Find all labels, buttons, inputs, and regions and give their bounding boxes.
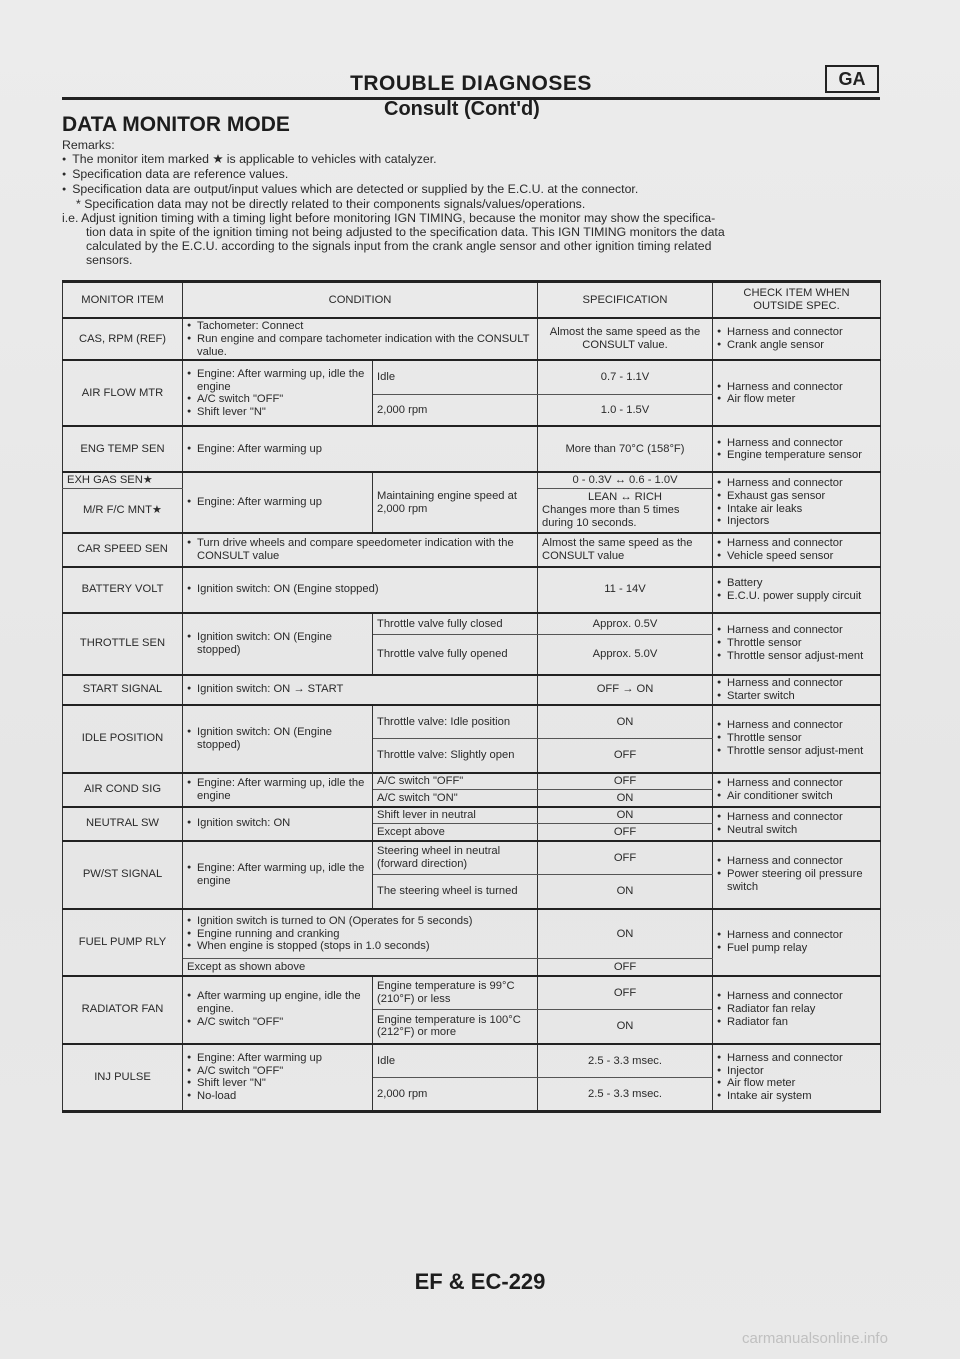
- check-text: ● Throttle sensor: [717, 637, 876, 650]
- sub-condition: Throttle valve: Slightly open: [373, 739, 538, 773]
- check-cell: [713, 807, 881, 841]
- check-cell: [713, 613, 881, 675]
- spec-cell: ON: [538, 705, 713, 739]
- condition-text: ● A/C switch "OFF": [187, 1065, 368, 1078]
- check-text: ● Throttle sensor adjust-ment: [717, 745, 876, 758]
- check-cell: [713, 360, 881, 426]
- condition-text: ● Ignition switch: ON (Engine stopped): [187, 631, 368, 657]
- check-text: ● Throttle sensor: [717, 732, 876, 745]
- monitor-item: ENG TEMP SEN: [63, 426, 183, 472]
- monitor-item: NEUTRAL SW: [63, 807, 183, 841]
- condition-text: ● After warming up engine, idle the engine.: [187, 990, 368, 1016]
- sub-condition: A/C switch "OFF": [373, 773, 538, 790]
- monitor-item: CAR SPEED SEN: [63, 533, 183, 567]
- sub-condition: Engine temperature is 99°C (210°F) or less: [373, 976, 538, 1010]
- monitor-item: FUEL PUMP RLY: [63, 909, 183, 976]
- spec-cell: Almost the same speed as the CONSULT value: [538, 533, 713, 567]
- check-text: ● Injector: [717, 1065, 876, 1078]
- condition-text: ● Shift lever "N": [187, 406, 368, 419]
- sub-condition: Throttle valve fully closed: [373, 613, 538, 635]
- table-row: [63, 909, 881, 959]
- spec-cell: OFF: [538, 739, 713, 773]
- table-row: [63, 705, 881, 739]
- monitor-item: BATTERY VOLT: [63, 567, 183, 613]
- spec-cell: Approx. 0.5V: [538, 613, 713, 635]
- sub-condition: Idle: [373, 360, 538, 394]
- check-text: ● Harness and connector: [717, 719, 876, 732]
- sub-condition: Except above: [373, 824, 538, 841]
- check-cell: [713, 675, 881, 705]
- condition-text: ● No-load: [187, 1090, 368, 1103]
- sub-condition: 2,000 rpm: [373, 1078, 538, 1112]
- table-row: [63, 1044, 881, 1078]
- check-text: ● Radiator fan relay: [717, 1003, 876, 1016]
- spec-cell: ON: [538, 909, 713, 959]
- remark-item: ● Specification data are reference values.: [62, 167, 880, 182]
- table-row: [63, 675, 881, 705]
- page-number: EF & EC-229: [414, 1269, 546, 1294]
- condition-cell: [183, 909, 538, 959]
- watermark: carmanualsonline.info: [742, 1330, 888, 1347]
- check-text: ● Air conditioner switch: [717, 790, 876, 803]
- table-row: [63, 976, 881, 1010]
- table-row: [63, 472, 881, 488]
- condition-cell: [183, 1044, 373, 1112]
- monitor-item: M/R F/C MNT★: [63, 489, 183, 533]
- check-text: ● Air flow meter: [717, 1077, 876, 1090]
- sub-condition: 2,000 rpm: [373, 394, 538, 426]
- sub-condition: The steering wheel is turned: [373, 875, 538, 909]
- page-subtitle: Consult (Cont'd): [384, 98, 540, 120]
- remark-note: sensors.: [86, 253, 133, 267]
- check-text: ● Intake air leaks: [717, 503, 876, 516]
- spec-cell: OFF: [538, 976, 713, 1010]
- check-text: ● Harness and connector: [717, 677, 876, 690]
- spec-cell: ON: [538, 875, 713, 909]
- condition-cell: [183, 675, 538, 705]
- spec-cell: OFF: [538, 841, 713, 875]
- condition-cell: [183, 773, 373, 807]
- check-cell: [713, 773, 881, 807]
- monitor-item: PW/ST SIGNAL: [63, 841, 183, 909]
- check-text: ● Harness and connector: [717, 326, 876, 339]
- check-text: ● Vehicle speed sensor: [717, 550, 876, 563]
- col-header-spec: SPECIFICATION: [538, 282, 713, 319]
- col-header-check: CHECK ITEM WHEN OUTSIDE SPEC.: [713, 282, 881, 319]
- condition-cell: [183, 841, 373, 909]
- monitor-item: EXH GAS SEN★: [63, 472, 183, 488]
- spec-cell: More than 70°C (158°F): [538, 426, 713, 472]
- check-text: ● Harness and connector: [717, 777, 876, 790]
- page-header: [62, 72, 880, 98]
- page-title: TROUBLE DIAGNOSES: [350, 72, 592, 95]
- remarks-heading: Remarks:: [62, 138, 115, 152]
- check-text: ● Crank angle sensor: [717, 339, 876, 352]
- check-cell: [713, 976, 881, 1044]
- check-text: ● Throttle sensor adjust-ment: [717, 650, 876, 663]
- monitor-item: RADIATOR FAN: [63, 976, 183, 1044]
- monitor-item: CAS, RPM (REF): [63, 318, 183, 360]
- condition-cell: [183, 360, 373, 426]
- check-text: ● Harness and connector: [717, 381, 876, 394]
- condition-text: ● A/C switch "OFF": [187, 393, 368, 406]
- section-code-box: GA: [825, 65, 879, 93]
- remark-note: tion data in spite of the ignition timing not being adjusted to the specification data. This IGN TIMING monitors the data: [86, 225, 725, 239]
- check-text: ● Harness and connector: [717, 811, 876, 824]
- col-header-condition: CONDITION: [183, 282, 538, 319]
- condition-cell: [183, 976, 373, 1044]
- check-cell: [713, 472, 881, 532]
- table-header-row: [63, 282, 881, 319]
- check-text: ● Radiator fan: [717, 1016, 876, 1029]
- condition-cell: [183, 613, 373, 675]
- check-text: ● Harness and connector: [717, 1052, 876, 1065]
- sub-condition: Throttle valve: Idle position: [373, 705, 538, 739]
- condition-text: ● Run engine and compare tachometer indication with the CONSULT value.: [187, 333, 533, 359]
- check-text: ● Harness and connector: [717, 990, 876, 1003]
- monitor-item: AIR COND SIG: [63, 773, 183, 807]
- check-text: ● Battery: [717, 577, 876, 590]
- check-cell: [713, 705, 881, 773]
- check-text: ● Fuel pump relay: [717, 942, 876, 955]
- remark-note: * Specification data may not be directly related to their components signals/values/operations.: [76, 197, 586, 211]
- spec-cell: 2.5 - 3.3 msec.: [538, 1078, 713, 1112]
- condition-text: ● Ignition switch: ON (Engine stopped): [187, 726, 368, 752]
- check-text: ● Harness and connector: [717, 855, 876, 868]
- spec-cell: 0 - 0.3V ↔ 0.6 - 1.0V: [538, 472, 713, 488]
- condition-cell: [183, 567, 538, 613]
- condition-text: ● A/C switch "OFF": [187, 1016, 368, 1029]
- spec-cell: ON: [538, 807, 713, 824]
- check-cell: [713, 909, 881, 976]
- check-text: ● Harness and connector: [717, 929, 876, 942]
- spec-cell: OFF: [538, 824, 713, 841]
- table-row: [63, 567, 881, 613]
- check-text: ● Engine temperature sensor: [717, 449, 876, 462]
- condition-text: ● Tachometer: Connect: [187, 320, 533, 333]
- monitor-item: INJ PULSE: [63, 1044, 183, 1112]
- table-row: [63, 613, 881, 635]
- spec-text: LEAN ↔ RICH: [588, 491, 662, 504]
- check-text: ● Harness and connector: [717, 437, 876, 450]
- condition-cell: [183, 807, 373, 841]
- remark-item: ● Specification data are output/input values which are detected or supplied by the E.C.U. at the connector.: [62, 182, 880, 197]
- monitor-item: START SIGNAL: [63, 675, 183, 705]
- spec-cell: 1.0 - 1.5V: [538, 394, 713, 426]
- sub-condition: Engine temperature is 100°C (212°F) or more: [373, 1010, 538, 1044]
- check-text: ● Harness and connector: [717, 537, 876, 550]
- remark-note: i.e. Adjust ignition timing with a timing light before monitoring IGN TIMING, because the monitor may show the specifica-: [62, 211, 716, 225]
- sub-condition: Maintaining engine speed at 2,000 rpm: [373, 472, 538, 532]
- table-row: [63, 773, 881, 790]
- condition-text: ● Shift lever "N": [187, 1077, 368, 1090]
- remark-item: ● The monitor item marked ★ is applicable to vehicles with catalyzer.: [62, 152, 880, 167]
- spec-cell: OFF → ON: [538, 675, 713, 705]
- condition-text: ● When engine is stopped (stops in 1.0 seconds): [187, 940, 533, 953]
- check-cell: [713, 841, 881, 909]
- check-text: ● Intake air system: [717, 1090, 876, 1103]
- check-text: ● Power steering oil pressure switch: [717, 868, 876, 894]
- sub-condition: Throttle valve fully opened: [373, 635, 538, 675]
- table-row: [63, 426, 881, 472]
- table-row: [63, 533, 881, 567]
- spec-cell: ON: [538, 790, 713, 807]
- condition-text: ● Engine: After warming up, idle the engine: [187, 862, 368, 888]
- check-text: ● Neutral switch: [717, 824, 876, 837]
- condition-cell: [183, 318, 538, 360]
- condition-text: ● Ignition switch is turned to ON (Operates for 5 seconds): [187, 915, 533, 928]
- spec-cell: Almost the same speed as the CONSULT value.: [538, 318, 713, 360]
- check-text: ● Injectors: [717, 515, 876, 528]
- section-title: DATA MONITOR MODE: [62, 113, 290, 136]
- check-cell: [713, 1044, 881, 1112]
- remarks-block: [62, 138, 880, 267]
- check-cell: [713, 318, 881, 360]
- sub-condition: Idle: [373, 1044, 538, 1078]
- condition-text: ● Engine: After warming up: [187, 496, 368, 509]
- check-text: ● E.C.U. power supply circuit: [717, 590, 876, 603]
- table-row: [63, 360, 881, 394]
- spec-cell: OFF: [538, 959, 713, 976]
- spec-cell: [538, 489, 713, 533]
- condition-text: ● Engine: After warming up: [187, 443, 533, 456]
- col-header-item: MONITOR ITEM: [63, 282, 183, 319]
- check-text: ● Air flow meter: [717, 393, 876, 406]
- condition-cell: Except as shown above: [183, 959, 538, 976]
- check-cell: [713, 533, 881, 567]
- condition-text: ● Engine: After warming up, idle the engine: [187, 368, 368, 394]
- check-cell: [713, 426, 881, 472]
- monitor-item: AIR FLOW MTR: [63, 360, 183, 426]
- condition-cell: [183, 705, 373, 773]
- condition-text: ● Engine: After warming up: [187, 1052, 368, 1065]
- monitor-item: IDLE POSITION: [63, 705, 183, 773]
- monitor-item: THROTTLE SEN: [63, 613, 183, 675]
- check-cell: [713, 567, 881, 613]
- data-monitor-table: [62, 280, 881, 1113]
- condition-text: ● Engine running and cranking: [187, 928, 533, 941]
- spec-cell: 0.7 - 1.1V: [538, 360, 713, 394]
- remark-note: calculated by the E.C.U. according to the signals input from the crank angle sensor and other ignition timing related: [86, 239, 712, 253]
- check-text: ● Exhaust gas sensor: [717, 490, 876, 503]
- spec-cell: 11 - 14V: [538, 567, 713, 613]
- sub-condition: A/C switch "ON": [373, 790, 538, 807]
- table-row: [63, 318, 881, 360]
- spec-text: Changes more than 5 times during 10 seconds.: [542, 504, 680, 529]
- condition-text: ● Ignition switch: ON: [187, 817, 368, 830]
- sub-condition: Steering wheel in neutral (forward direction): [373, 841, 538, 875]
- table-row: [63, 841, 881, 875]
- condition-cell: [183, 472, 373, 532]
- spec-cell: 2.5 - 3.3 msec.: [538, 1044, 713, 1078]
- spec-cell: Approx. 5.0V: [538, 635, 713, 675]
- condition-text: ● Ignition switch: ON → START: [187, 683, 533, 696]
- spec-cell: OFF: [538, 773, 713, 790]
- condition-text: ● Turn drive wheels and compare speedometer indication with the CONSULT value: [187, 537, 533, 563]
- check-text: ● Starter switch: [717, 690, 876, 703]
- condition-text: ● Engine: After warming up, idle the engine: [187, 777, 368, 803]
- condition-text: ● Ignition switch: ON (Engine stopped): [187, 583, 533, 596]
- spec-cell: ON: [538, 1010, 713, 1044]
- condition-cell: [183, 533, 538, 567]
- sub-condition: Shift lever in neutral: [373, 807, 538, 824]
- condition-cell: [183, 426, 538, 472]
- check-text: ● Harness and connector: [717, 477, 876, 490]
- table-row: [63, 807, 881, 824]
- check-text: ● Harness and connector: [717, 624, 876, 637]
